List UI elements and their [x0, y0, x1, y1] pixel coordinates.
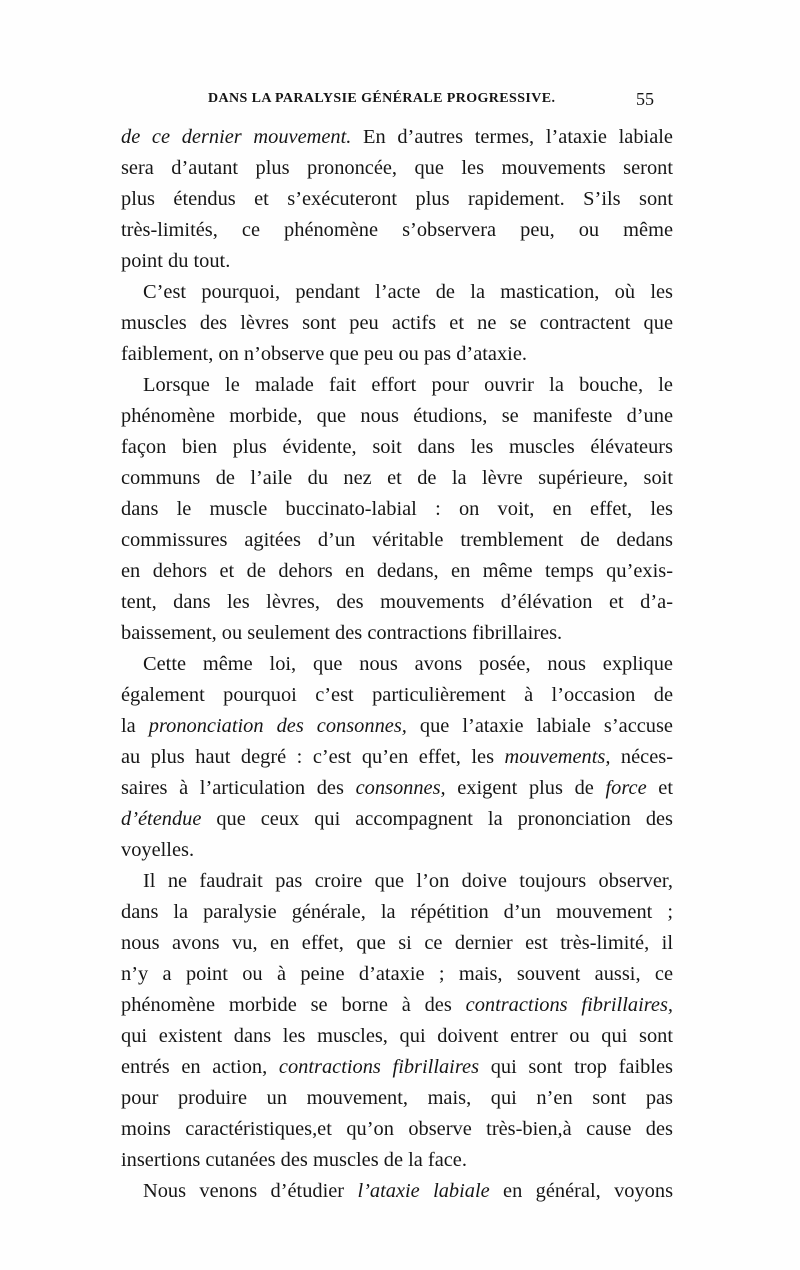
text-run: insertions cutanées des muscles de la face. [121, 1149, 467, 1171]
text-line [121, 277, 673, 308]
italic-text: force [605, 777, 647, 799]
text-run: qui sont trop faibles [479, 1056, 673, 1078]
text-line [121, 556, 673, 587]
text-line [121, 122, 673, 153]
text-line [121, 1114, 673, 1145]
text-run: muscles des lèvres sont peu actifs et ne se contractent que [121, 312, 673, 334]
text-line [121, 1145, 673, 1176]
text-run: faiblement, on n’observe que peu ou pas d’ataxie. [121, 343, 527, 365]
text-run: nous avons vu, en effet, que si ce dernier est très-limité, il [121, 932, 673, 954]
text-line [121, 463, 673, 494]
text-run: dans le muscle buccinato-labial : on voit, en effet, les [121, 498, 673, 520]
text-run: phénomène morbide, que nous étudions, se manifeste d’une [121, 405, 673, 427]
text-run: En d’autres termes, l’ataxie labiale [351, 126, 673, 148]
page-body-text [121, 122, 673, 1207]
text-line [121, 742, 673, 773]
text-line [121, 1052, 673, 1083]
text-line [121, 308, 673, 339]
text-line [121, 432, 673, 463]
text-run: également pourquoi c’est particulièrement à l’occasion de [121, 684, 673, 706]
text-run: saires à l’articulation des [121, 777, 356, 799]
text-line [121, 618, 673, 649]
text-line [121, 587, 673, 618]
text-run: Lorsque le malade fait effort pour ouvrir la bouche, le [143, 374, 673, 396]
text-line [121, 153, 673, 184]
text-run: communs de l’aile du nez et de la lèvre supérieure, soit [121, 467, 673, 489]
text-line [121, 649, 673, 680]
text-line [121, 401, 673, 432]
text-run: n’y a point ou à peine d’ataxie ; mais, souvent aussi, ce [121, 963, 673, 985]
running-title: DANS LA PARALYSIE GÉNÉRALE PROGRESSIVE. [208, 91, 556, 106]
text-line [121, 866, 673, 897]
text-line [121, 928, 673, 959]
text-line [121, 370, 673, 401]
text-run: sera d’autant plus prononcée, que les mouvements seront [121, 157, 673, 179]
italic-text: l’ataxie labiale [357, 1180, 490, 1202]
text-run: point du tout. [121, 250, 231, 272]
text-run: Cette même loi, que nous avons posée, nous explique [143, 653, 673, 675]
text-run: dans la paralysie générale, la répétition d’un mouvement ; [121, 901, 673, 923]
page-number: 55 [636, 89, 654, 109]
italic-text: d’étendue [121, 808, 202, 830]
text-line [121, 990, 673, 1021]
text-run: que l’ataxie labiale s’accuse [406, 715, 673, 737]
text-run: pour produire un mouvement, mais, qui n’en sont pas [121, 1087, 673, 1109]
text-line [121, 680, 673, 711]
text-run: voyelles. [121, 839, 195, 861]
italic-text: de ce dernier mouvement. [121, 126, 352, 148]
text-run: en dehors et de dehors en dedans, en même temps qu’exis- [121, 560, 673, 582]
text-run: que ceux qui accompagnent la prononciation des [201, 808, 673, 830]
text-run: plus étendus et s’exécuteront plus rapidement. S’ils sont [121, 188, 673, 210]
running-header [208, 91, 654, 115]
text-run: baissement, ou seulement des contractions fibrillaires. [121, 622, 563, 644]
text-run: façon bien plus évidente, soit dans les muscles élévateurs [121, 436, 673, 458]
text-run: et [646, 777, 673, 799]
text-line [121, 215, 673, 246]
italic-text: mouvements, [504, 746, 611, 768]
text-run: la [121, 715, 149, 737]
text-line [121, 959, 673, 990]
text-run: qui existent dans les muscles, qui doivent entrer ou qui sont [121, 1025, 673, 1047]
text-run: néces- [610, 746, 674, 768]
italic-text: contractions fibrillaires, [465, 994, 674, 1016]
italic-text: consonnes, [355, 777, 446, 799]
text-run: en général, voyons [489, 1180, 674, 1202]
text-run: entrés en action, [121, 1056, 279, 1078]
text-run: au plus haut degré : c’est qu’en effet, les [121, 746, 505, 768]
text-run: Il ne faudrait pas croire que l’on doive toujours observer, [143, 870, 673, 892]
text-run: moins caractéristiques,et qu’on observe très-bien,à cause des [121, 1118, 673, 1140]
text-line [121, 897, 673, 928]
text-line [121, 773, 673, 804]
text-run: exigent plus de [445, 777, 606, 799]
text-line [121, 246, 673, 277]
text-run: C’est pourquoi, pendant l’acte de la mastication, où les [143, 281, 673, 303]
text-line [121, 804, 673, 835]
text-line [121, 1083, 673, 1114]
text-line [121, 1176, 673, 1207]
italic-text: contractions fibrillaires [278, 1056, 480, 1078]
text-run: très-limités, ce phénomène s’observera peu, ou même [121, 219, 673, 241]
text-line [121, 184, 673, 215]
text-run: Nous venons d’étudier [143, 1180, 358, 1202]
text-line [121, 835, 673, 866]
text-run: tent, dans les lèvres, des mouvements d’élévation et d’a- [121, 591, 673, 613]
text-line [121, 525, 673, 556]
text-run: commissures agitées d’un véritable tremblement de dedans [121, 529, 673, 551]
text-run: phénomène morbide se borne à des [121, 994, 466, 1016]
text-line [121, 339, 673, 370]
text-line [121, 494, 673, 525]
text-line [121, 1021, 673, 1052]
italic-text: prononciation des consonnes, [148, 715, 407, 737]
text-line [121, 711, 673, 742]
